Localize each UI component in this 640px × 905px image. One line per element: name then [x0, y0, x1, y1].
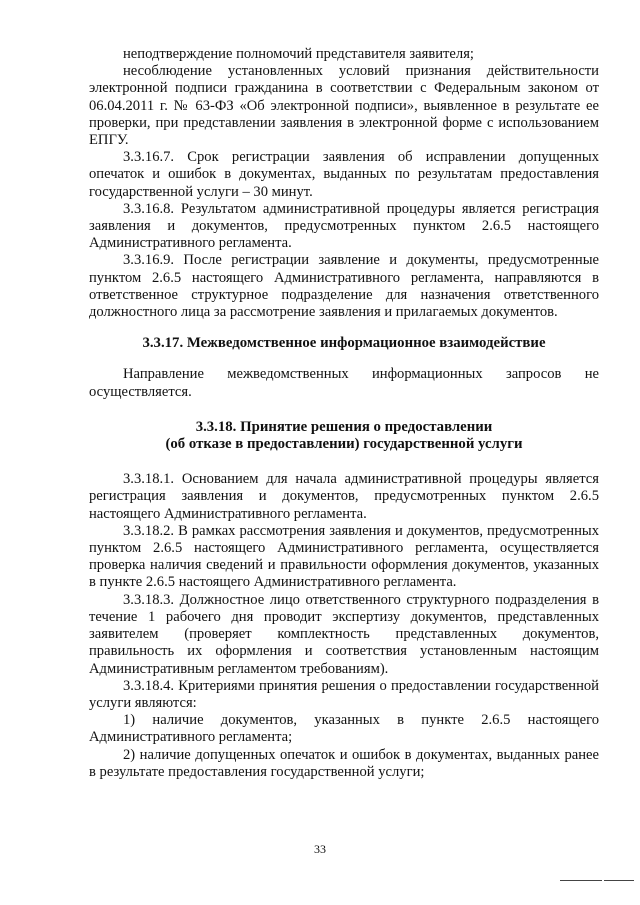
paragraph: 3.3.18.2. В рамках рассмотрения заявления и документов, предусмотренных пунктом 2.6.5 настоящего Административного регламента, осуществляется проверка наличия сведений и правильности оформления документов, указанных в пункте 2.6.5 настоящего Административного регламента. [89, 522, 599, 591]
scan-artifact-line [560, 880, 602, 881]
list-item: 2) наличие допущенных опечаток и ошибок в документах, выданных ранее в результате предоставления государственной услуги; [89, 746, 599, 780]
paragraph: 3.3.16.8. Результатом административной процедуры является регистрация заявления и документов, предусмотренных пунктом 2.6.5 настоящего Административного регламента. [89, 200, 599, 252]
paragraph: 3.3.16.9. После регистрации заявление и документы, предусмотренные пунктом 2.6.5 настоящего Административного регламента, направляются в ответственное структурное подразделение для назначения ответственного должностного лица за рассмотрение заявления и прилагаемых документов. [89, 252, 599, 321]
paragraph: Направление межведомственных информационных запросов не осуществляется. [89, 366, 599, 400]
page-number: 33 [314, 842, 326, 856]
paragraph: неподтверждение полномочий представителя заявителя; [123, 46, 474, 62]
document-body [89, 46, 599, 781]
paragraph: 3.3.18.3. Должностное лицо ответственного структурного подразделения в течение 1 рабочего дня проводит экспертизу документов, представленных заявителем (проверяет комплектность представленных документов, правильность их оформления и соответствия установленным настоящим Административным регламентом требованиям). [89, 591, 599, 677]
scan-artifact-line [604, 880, 634, 881]
paragraph: 3.3.18.4. Критериями принятия решения о предоставлении государственной услуги являются: [89, 677, 599, 711]
section-heading-line: (об отказе в предоставлении) государственной услуги [165, 436, 523, 453]
section-heading: 3.3.17. Межведомственное информационное взаимодействие [142, 335, 546, 352]
paragraph: 3.3.16.7. Срок регистрации заявления об исправлении допущенных опечаток и ошибок в документах, выданных по результатам предоставления государственной услуги – 30 минут. [89, 149, 599, 200]
list-item: 1) наличие документов, указанных в пункте 2.6.5 настоящего Административного регламента; [89, 712, 599, 746]
section-heading-line: 3.3.18. Принятие решения о предоставлении [195, 418, 493, 435]
paragraph: 3.3.18.1. Основанием для начала административной процедуры является регистрация заявления и документов, предусмотренных пунктом 2.6.5 настоящего Административного регламента. [89, 471, 599, 522]
paragraph: несоблюдение установленных условий признания действительности электронной подписи гражданина в соответствии с Федеральным законом от 06.04.2011 г. № 63-ФЗ «Об электронной подписи», выявленное в результате ее проверки, при представлении заявления в электронной форме с использованием ЕПГУ. [89, 63, 599, 149]
